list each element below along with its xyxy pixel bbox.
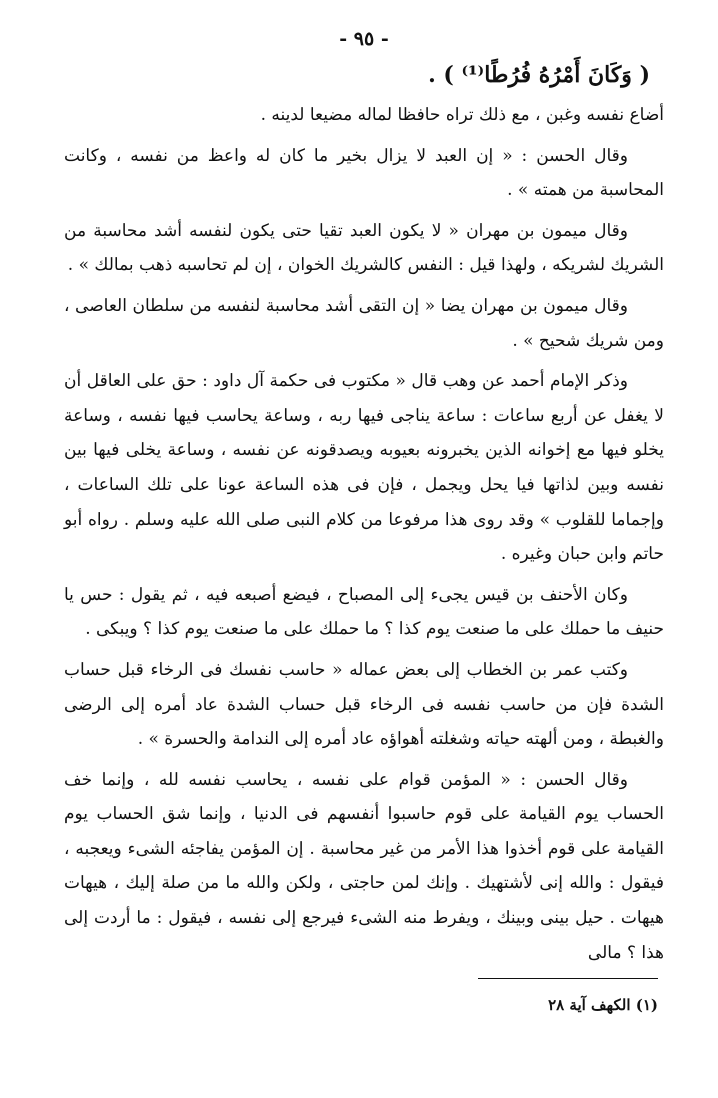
paragraph-umar: وكتب عمر بن الخطاب إلى بعض عماله « حاسب نفسك فى الرخاء قبل حساب الشدة فإن من حاسب نفسه فى الرخاء قبل حساب الشدة عاد أمره إلى الرضى والغبطة ، ومن ألهته حياته وشغلته أهواؤه عاد أمره إلى الندامة والحسرة » . xyxy=(64,659,664,750)
footnote-divider xyxy=(478,978,658,979)
footnote: (١) الكهف آية ٢٨ xyxy=(548,996,658,1014)
page-number: - ٩٥ - xyxy=(339,28,389,50)
paragraph-hasan-quote: وقال الحسن : « إن العبد لا يزال بخير ما كان له واعظ من نفسه ، وكانت المحاسبة من همته » . xyxy=(64,145,664,201)
paragraph-maymun-1: وقال ميمون بن مهران « لا يكون العبد تقيا حتى يكون لنفسه أشد محاسبة من الشريك لشريكه ، ولهذا قيل : النفس كالشريك الخوان ، إن لم تحاسبه ذهب بمالك » . xyxy=(64,220,664,276)
paragraph-ahnaf: وكان الأحنف بن قيس يجىء إلى المصباح ، فيضع أصبعه فيه ، ثم يقول : حس يا حنيف ما حملك على ما صنعت يوم كذا ؟ ما حملك على ما صنعت يوم كذا ؟ ويبكى . xyxy=(64,584,664,640)
quranic-verse: ( وَكَانَ أَمْرُهُ فُرُطًا⁽¹⁾ ) . xyxy=(428,62,650,88)
paragraph-hasan-believer: وقال الحسن : « المؤمن قوام على نفسه ، يحاسب نفسه لله ، وإنما خف الحساب يوم القيامة على قوم حاسبوا أنفسهم فى الدنيا ، وإنما شق الحساب يوم القيامة على قوم أخذوا هذا الأمر من غير محاسبة . إن المؤمن يفاجئه الشىء ويعجبه ، فيقول : والله إنى لأشتهيك . وإنك لمن حاجتى ، ولكن والله ما من صلة إليك ، هيهات هيهات . حيل بينى وبينك ، ويفرط منه الشىء فيرجع إلى نفسه ، فيقول : ما أردت إلى هذا ؟ مالى xyxy=(64,769,664,963)
paragraph-continuation: أضاع نفسه وغبن ، مع ذلك تراه حافظا لماله مضيعا لدينه . xyxy=(260,105,664,125)
paragraph-maymun-2: وقال ميمون بن مهران يضا « إن التقى أشد محاسبة لنفسه من سلطان العاصى ، ومن شريك شحيح » . xyxy=(64,295,664,351)
paragraph-ahmad-wahb: وذكر الإمام أحمد عن وهب قال « مكتوب فى حكمة آل داود : حق على العاقل أن لا يغفل عن أربع ساعات : ساعة يناجى فيها ربه ، وساعة يحاسب فيها نفسه ، وساعة يخلو فيها مع إخوانه الذين يخبرونه بعيوبه ويصدقونه عن نفسه ، وساعة يخلى فيها بين نفسه وبين لذاتها فيا يحل ويجمل ، فإن فى هذه الساعة عونا على تلك الساعات ، وإجماما للقلوب » وقد روى هذا مرفوعا من كلام النبى صلى الله عليه وسلم . رواه أبو حاتم وابن حبان وغيره . xyxy=(64,371,664,565)
book-page xyxy=(64,26,664,976)
